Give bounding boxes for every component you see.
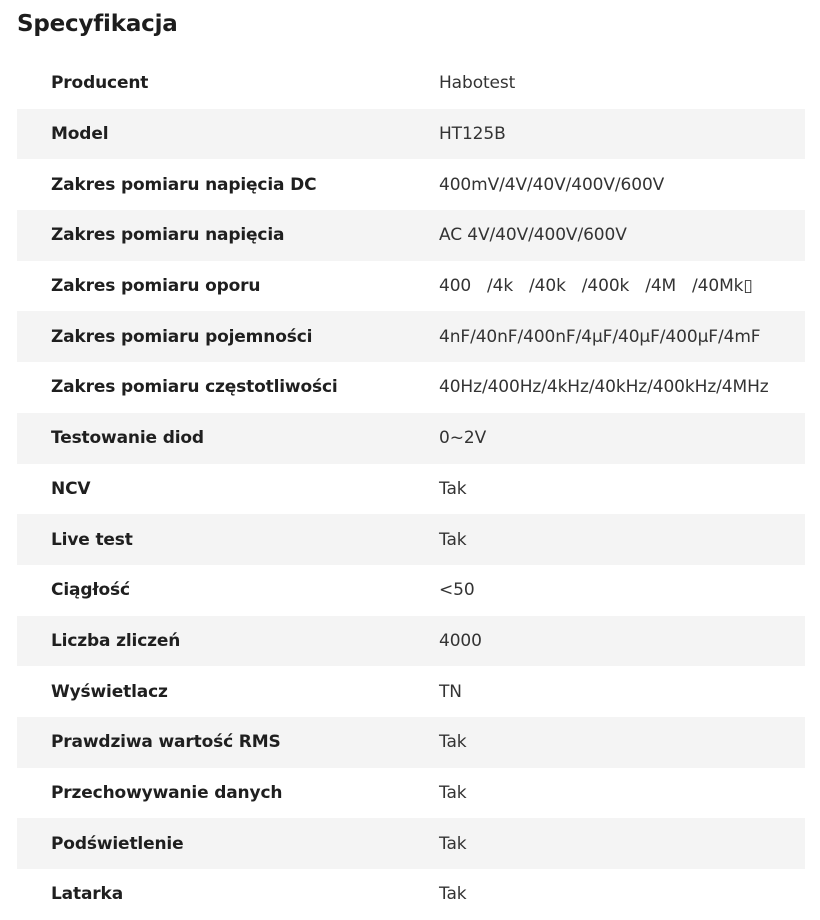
spec-value: 400 /4k /40k /400k /4M /40Mk▯ — [439, 276, 753, 297]
table-row — [17, 159, 805, 210]
spec-label: Liczba zliczeń — [51, 630, 181, 651]
spec-label: Prawdziwa wartość RMS — [51, 732, 281, 753]
spec-label: NCV — [51, 478, 91, 499]
table-row — [17, 362, 805, 413]
spec-label: Zakres pomiaru pojemności — [51, 326, 313, 347]
spec-label: Zakres pomiaru oporu — [51, 276, 261, 297]
spec-label: Przechowywanie danych — [51, 782, 283, 803]
table-row — [17, 464, 805, 515]
spec-value: Tak — [439, 833, 467, 854]
spec-value: Tak — [439, 884, 467, 905]
spec-label: Latarka — [51, 884, 124, 905]
spec-value: TN — [439, 681, 462, 702]
table-row — [17, 514, 805, 565]
spec-value: 400mV/4V/40V/400V/600V — [439, 174, 665, 195]
spec-label: Model — [51, 124, 109, 145]
spec-label: Ciągłość — [51, 580, 130, 601]
table-row — [17, 109, 805, 160]
spec-value: Tak — [439, 732, 467, 753]
spec-value: 40Hz/400Hz/4kHz/40kHz/400kHz/4MHz — [439, 377, 769, 398]
spec-label: Live test — [51, 529, 133, 550]
spec-value: 4000 — [439, 630, 482, 651]
table-row — [17, 666, 805, 717]
spec-value: AC 4V/40V/400V/600V — [439, 225, 627, 246]
spec-label: Zakres pomiaru częstotliwości — [51, 377, 338, 398]
spec-value: Tak — [439, 529, 467, 550]
spec-value: <50 — [439, 580, 475, 601]
table-row — [17, 616, 805, 667]
spec-value: Tak — [439, 782, 467, 803]
table-row — [17, 869, 805, 920]
spec-value: 0~2V — [439, 428, 487, 449]
spec-value: HT125B — [439, 124, 506, 145]
table-row — [17, 565, 805, 616]
spec-value: Tak — [439, 478, 467, 499]
table-row — [17, 818, 805, 869]
table-row — [17, 210, 805, 261]
table-row — [17, 413, 805, 464]
table-row — [17, 261, 805, 312]
spec-table — [17, 58, 805, 920]
spec-value: Habotest — [439, 73, 516, 94]
page-title: Specyfikacja — [17, 11, 178, 37]
table-row — [17, 717, 805, 768]
spec-value: 4nF/40nF/400nF/4μF/40μF/400μF/4mF — [439, 326, 761, 347]
table-row — [17, 768, 805, 819]
spec-label: Testowanie diod — [51, 428, 204, 449]
spec-label: Zakres pomiaru napięcia DC — [51, 174, 317, 195]
spec-label: Podświetlenie — [51, 833, 184, 854]
spec-label: Zakres pomiaru napięcia — [51, 225, 285, 246]
table-row — [17, 58, 805, 109]
table-row — [17, 311, 805, 362]
spec-label: Producent — [51, 73, 149, 94]
spec-label: Wyświetlacz — [51, 681, 168, 702]
